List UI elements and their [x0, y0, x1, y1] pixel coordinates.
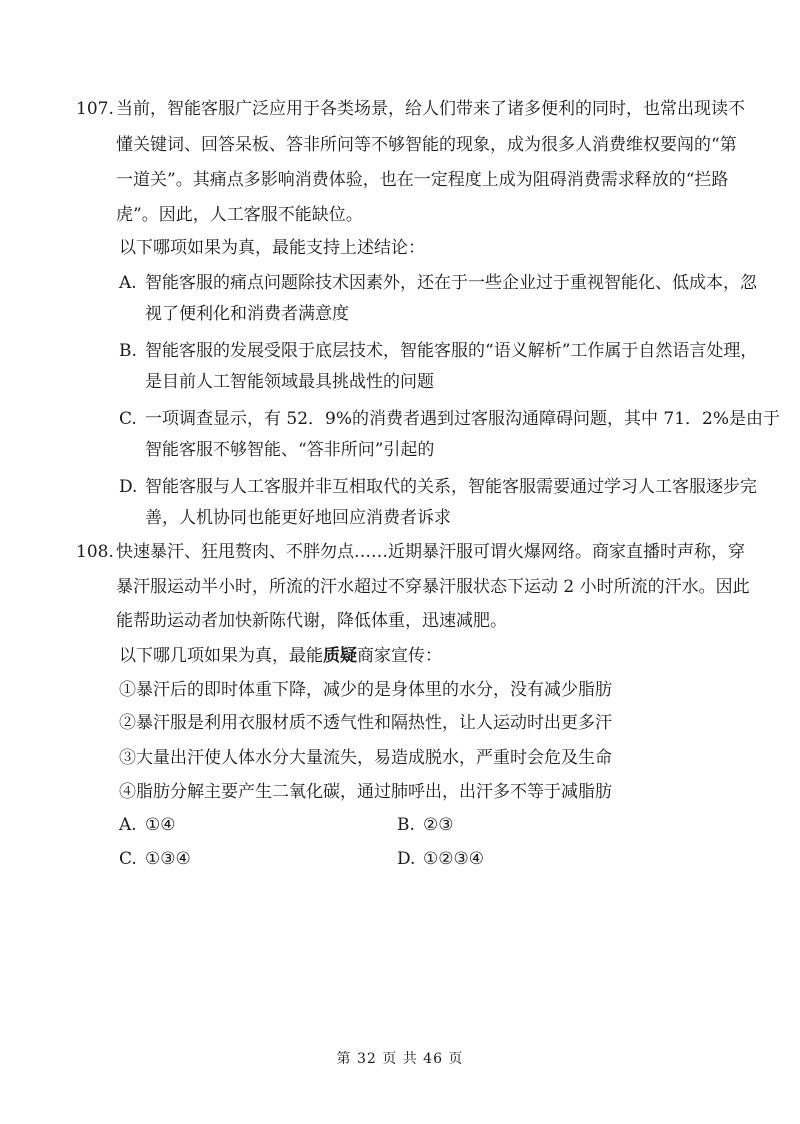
- choice-value: ①②③④: [423, 849, 484, 869]
- stem-line: 当前，智能客服广泛应用于各类场景，给人们带来了诸多便利的同时，也常出现读不: [116, 99, 745, 119]
- question-number: 108.: [76, 542, 114, 562]
- question-prompt: 以下哪项如果为真，最能支持上述结论：: [119, 238, 425, 258]
- option-text: 智能客服的痛点问题除技术因素外，还在于一些企业过于重视智能化、低成本，忽: [145, 273, 757, 293]
- option-text: 视了便利化和消费者满意度: [145, 304, 349, 324]
- page-footer: 第 32 页 共 46 页: [336, 1051, 464, 1067]
- statement-4: ④脂肪分解主要产生二氧化碳，通过肺呼出，出汗多不等于减脂肪: [119, 782, 612, 802]
- option-text: 是目前人工智能领域最具挑战性的问题: [145, 372, 434, 392]
- option-text: 一项调查显示，有 52．9%的消费者遇到过客服沟通障碍问题，其中 71．2%是由于: [145, 409, 781, 429]
- option-label: A.: [119, 273, 137, 293]
- stem-line: 懂关键词、回答呆板、答非所问等不够智能的现象，成为很多人消费维权要闯的“第: [116, 135, 737, 155]
- option-text: 善，人机协同也能更好地回应消费者诉求: [145, 508, 451, 528]
- question-prompt: [119, 644, 442, 668]
- prompt-text: 商家宣传：: [357, 646, 442, 666]
- statement-3: ③大量出汗使人体水分大量流失，易造成脱水，严重时会危及生命: [119, 748, 612, 768]
- option-label: D.: [119, 477, 138, 497]
- option-text: 智能客服不够智能、“答非所问”引起的: [145, 440, 435, 460]
- statement-1: ①暴汗后的即时体重下降，减少的是身体里的水分，没有减少脂肪: [119, 680, 612, 700]
- stem-line: 能帮助运动者加快新陈代谢，降低体重，迅速减肥。: [116, 611, 507, 631]
- choice-value: ①③④: [145, 849, 191, 869]
- option-label: C.: [119, 409, 137, 429]
- choice-label: B.: [397, 815, 415, 835]
- statement-2: ②暴汗服是利用衣服材质不透气性和隔热性，让人运动时出更多汗: [119, 713, 612, 733]
- stem-line: 虎”。因此，人工客服不能缺位。: [116, 205, 363, 225]
- stem-line: 暴汗服运动半小时，所流的汗水超过不穿暴汗服状态下运动 2 小时所流的汗水。因此: [116, 577, 750, 597]
- option-text: 智能客服与人工客服并非互相取代的关系，智能客服需要通过学习人工客服逐步完: [145, 477, 757, 497]
- option-text: 智能客服的发展受限于底层技术，智能客服的“语义解析”工作属于自然语言处理，: [145, 341, 758, 361]
- prompt-emphasis: 质疑: [323, 646, 357, 666]
- question-number: 107.: [76, 99, 114, 119]
- choice-value: ①④: [145, 815, 176, 835]
- choice-value: ②③: [423, 815, 454, 835]
- choice-label: D.: [397, 849, 416, 869]
- stem-line: 一道关”。其痛点多影响消费体验，也在一定程度上成为阻碍消费需求释放的“拦路: [116, 170, 729, 190]
- choice-label: C.: [119, 849, 137, 869]
- stem-line: 快速暴汗、狂甩赘肉、不胖勿点……近期暴汗服可谓火爆网络。商家直播时声称，穿: [116, 542, 745, 562]
- choice-label: A.: [119, 815, 137, 835]
- option-label: B.: [119, 341, 137, 361]
- prompt-text: 以下哪几项如果为真，最能: [119, 646, 323, 666]
